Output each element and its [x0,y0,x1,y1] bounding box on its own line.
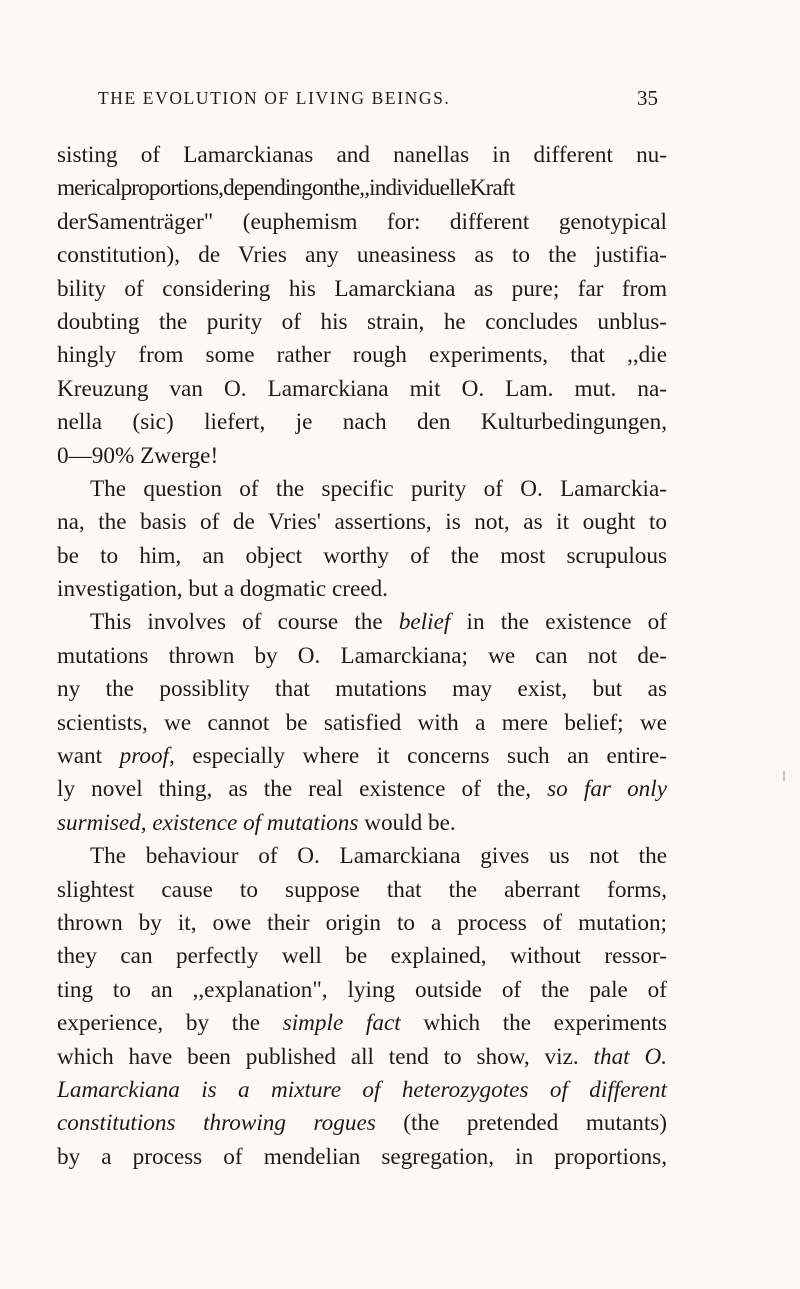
text-line: be to him, an object worthy of the most scrupulous [57,542,667,569]
text-line: bility of considering his Lamarckiana as pure; far from [57,275,667,302]
text-run: This involves of course the [90,609,399,636]
text-line: mutations thrown by O. Lamarckiana; we can not de- [57,642,667,669]
text-run: especially where it concerns such an entire- [174,743,668,770]
italic-text: simple fact [282,1010,401,1037]
text-line: The question of the specific purity of O. Lamarckia- [90,475,667,502]
page-number: 35 [637,86,658,110]
italic-text: belief [398,609,451,636]
text-line [57,1007,667,1040]
running-head [98,88,658,118]
text-line [57,606,667,639]
text-line: hingly from some rather rough experiments, that ,,die [57,342,667,369]
body-text [57,139,667,1174]
text-line: thrown by it, owe their origin to a process of mutation; [57,909,667,936]
italic-text: Lamarckiana is a mixture of heterozygotes of different [57,1076,667,1103]
text-line: Kreuzung van O. Lamarckiana mit O. Lam. mut. na- [57,375,667,402]
text-line: constitution), de Vries any uneasiness as to the justifia- [57,242,667,269]
text-line: investigation, but a dogmatic creed. [57,576,388,603]
text-line [57,1074,667,1107]
running-title: THE EVOLUTION OF LIVING BEINGS. [98,88,451,108]
text-line: ny the possiblity that mutations may exist, but as [57,676,667,703]
text-line: sisting of Lamarckianas and nanellas in different nu- [57,142,667,168]
text-line: by a process of mendelian segregation, in proportions, [57,1143,667,1170]
text-line: derSamenträger" (euphemism for: different genotypical [57,208,667,235]
text-run: which the experiments [400,1010,668,1037]
text-run: want [57,743,120,770]
text-line: slightest cause to suppose that the aberrant forms, [57,876,667,903]
italic-text: surmised, existence of mutations [57,809,359,836]
text-run: in the existence of [450,609,667,636]
paper-speck [783,771,785,781]
text-line: nella (sic) liefert, je nach den Kulturbedingungen, [57,409,667,436]
italic-text: that O. [593,1043,667,1070]
text-line [57,773,667,806]
text-run: ly novel thing, as the real existence of the, [57,776,548,803]
text-line: na, the basis of de Vries' assertions, is not, as it ought to [57,509,667,536]
text-line [57,1107,667,1140]
text-line: scientists, we cannot be satisfied with a mere belief; we [57,709,667,736]
text-run: which have been published all tend to show, viz. [57,1043,594,1070]
text-line: The behaviour of O. Lamarckiana gives us not the [90,843,667,870]
text-line [57,740,667,773]
text-line [57,807,667,840]
text-run: (the pretended mutants) [375,1110,668,1137]
text-run: would be. [358,809,456,836]
text-line: 0—90% Zwerge! [57,442,219,469]
text-line: ting to an ,,explanation", lying outside of the pale of [57,976,667,1003]
italic-text: constitutions throwing rogues [57,1110,376,1137]
text-line: mericalproportions,dependingonthe,,individuelleKraft [57,175,515,202]
text-line [57,1041,667,1074]
text-line: they can perfectly well be explained, without ressor- [57,943,667,970]
italic-text: proof, [119,743,175,770]
italic-text: so far only [547,776,667,803]
text-run: experience, by the [57,1010,283,1037]
text-line: doubting the purity of his strain, he concludes unblus- [57,308,667,335]
